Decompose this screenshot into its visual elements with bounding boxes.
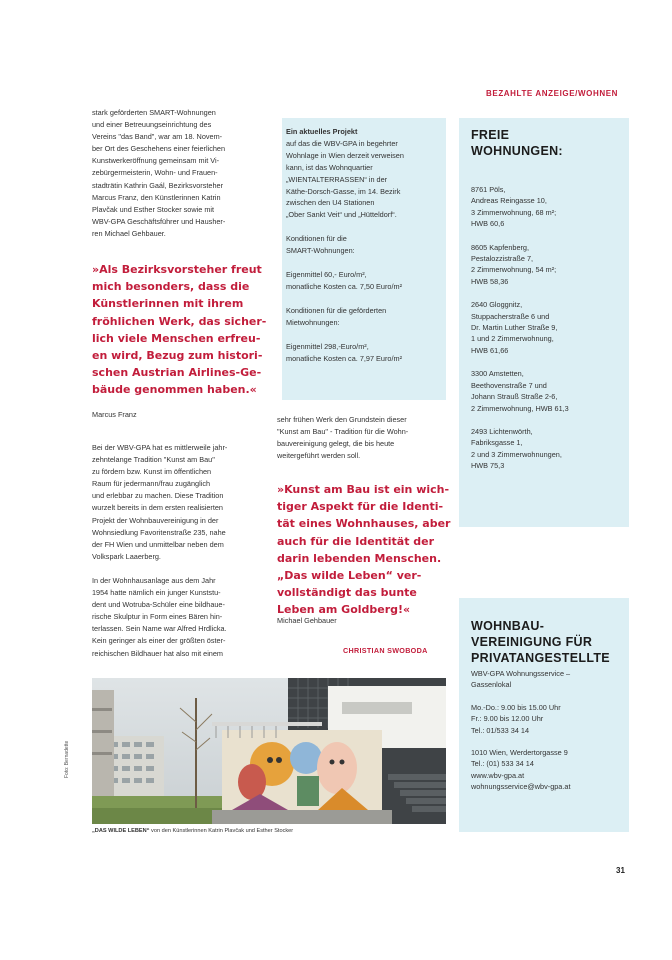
building-photo	[92, 678, 446, 824]
text-line: zehntelange Tradition "Kunst am Bau"	[92, 455, 215, 465]
apartment-entry	[471, 242, 627, 288]
apartment-line: Stuppacherstraße 6 und	[471, 311, 550, 321]
text-line: auf das die WBV-GPA in begehrter	[286, 138, 398, 148]
text-line: Bei der WBV-GPA hat es mittlerweile jahr-	[92, 443, 228, 452]
text-line: weitergeführt werden soll.	[277, 451, 361, 461]
text-line: Wohnlage in Wien derzeit verweisen	[286, 150, 404, 160]
text-line: Konditionen für die geförderten	[286, 305, 387, 315]
text-line: Mo.-Do.: 9.00 bis 15.00 Uhr	[471, 702, 561, 712]
text-line: stadträtin Kathrin Gaál, Bezirksvorsteher	[92, 180, 223, 190]
contact-address	[471, 747, 627, 793]
text-line: Fr.: 9.00 bis 12.00 Uhr	[471, 714, 544, 724]
quote-line: schen Austrian Airlines-Ge-	[92, 366, 262, 380]
quote-line: auch für die Identität der	[277, 534, 435, 548]
project-box-title: Ein aktuelles Projekt	[286, 127, 358, 136]
apartment-line: 2 und 3 Zimmerwohnungen,	[471, 449, 562, 459]
caption-text: von den Künstlerinnen Katrin Plavčak und Esther Stocker	[149, 828, 294, 834]
apartment-line: 1 und 2 Zimmerwohnung,	[471, 334, 554, 344]
text-line: www.wbv-gpa.at	[471, 770, 525, 780]
text-line: kann, ist das Wohnquartier	[286, 162, 373, 172]
text-line: ren Michael Gehbauer.	[92, 228, 166, 238]
title-line: VEREINIGUNG FÜR	[471, 635, 593, 649]
conditions-subsidized-heading	[286, 305, 444, 329]
quote-line: „Das wilde Leben“ ver-	[277, 569, 422, 583]
text-line: 1010 Wien, Werdertorgasse 9	[471, 748, 568, 758]
apartment-line: Andreas Reingasse 10,	[471, 196, 547, 206]
apartment-line: HWB 61,66	[471, 345, 509, 355]
apartment-line: 8761 Pöls,	[471, 185, 506, 194]
text-line: monatliche Kosten ca. 7,50 Euro/m²	[286, 281, 402, 291]
apartment-line: Beethovenstraße 7 und	[471, 380, 547, 390]
quote-line: fröhlichen Werk, das sicher-	[92, 314, 267, 328]
text-line: rische Skulptur in Form eines Bären hin-	[92, 612, 223, 622]
text-line: Kein geringer als einer der größten öster-	[92, 636, 226, 646]
text-line: Volkspark Laaerberg.	[92, 551, 161, 561]
conditions-smart-heading	[286, 233, 444, 257]
caption-title: „DAS WILDE LEBEN“	[92, 828, 150, 834]
text-line: "Kunst am Bau" - Tradition für die Wohn-	[277, 427, 409, 437]
apartment-entry	[471, 184, 627, 230]
apartment-entry	[471, 426, 627, 472]
paragraph-tradition	[92, 442, 262, 563]
apartment-line: 3300 Amstetten,	[471, 369, 524, 379]
text-line: Gassenlokal	[471, 680, 512, 690]
text-line: SMART-Wohnungen:	[286, 246, 355, 256]
text-line: bauvereinigung gelegt, die bis heute	[277, 439, 395, 449]
apartment-line: HWB 58,36	[471, 276, 509, 286]
text-line: In der Wohnhausanlage aus dem Jahr	[92, 576, 216, 585]
text-line: „Ober Sankt Veit“ und „Hütteldorf“.	[286, 210, 397, 220]
text-line: Projekt der Wohnbauvereinigung in der	[92, 515, 219, 525]
text-line: Kunstwerkeröffnung gemeinsam mit Vi-	[92, 156, 220, 166]
apartment-entry	[471, 368, 627, 414]
title-line: FREIE	[471, 128, 510, 142]
text-line: ber Ort des Geschehens einer feierlichen	[92, 144, 226, 154]
apartment-line: Fabriksgasse 1,	[471, 438, 523, 448]
intro-paragraph	[92, 107, 262, 240]
text-line: Marcus Franz, den Künstlerinnen Katrin	[92, 192, 221, 202]
photo-caption	[92, 828, 293, 834]
apartment-line: 2640 Gloggnitz,	[471, 300, 523, 310]
wbv-gpa-contact-box	[459, 598, 629, 832]
apartment-line: 2493 Lichtenwörth,	[471, 426, 533, 436]
text-line: zu fördern bzw. Kunst im öffentlichen	[92, 467, 212, 477]
free-apartments-box	[459, 118, 629, 527]
text-line: wurzelt bereits in dem ersten realisierten	[92, 503, 223, 513]
service-office	[471, 668, 627, 691]
text-line: „WIENTALTERRASSEN“ in der	[286, 174, 388, 184]
text-line: 1954 hatte nämlich ein junger Kunststu-	[92, 588, 221, 598]
apartment-line: HWB 60,6	[471, 219, 505, 229]
project-description	[286, 138, 444, 221]
page-number: 31	[616, 866, 625, 875]
text-line: zebürgermeisterin, Wohn- und Frauen-	[92, 168, 218, 178]
text-line: und erlebbar zu machen. Diese Tradition	[92, 491, 224, 501]
text-line: stark geförderten SMART-Wohnungen	[92, 108, 216, 117]
text-line: Tel.: (01) 533 34 14	[471, 759, 534, 769]
title-line: WOHNBAU-	[471, 619, 545, 633]
pull-quote-franz	[92, 261, 272, 399]
quote-line: »Kunst am Bau ist ein wich-	[277, 483, 450, 496]
text-line: der FH Wien und unmittelbar neben dem	[92, 539, 224, 549]
title-line: WOHNUNGEN:	[471, 144, 563, 158]
text-line: Tel.: 01/533 34 14	[471, 725, 530, 735]
quote-attribution-franz: Marcus Franz	[92, 410, 137, 419]
text-line: Eigenmittel 298,-Euro/m²,	[286, 341, 369, 351]
quote-line: mich besonders, dass die	[92, 280, 250, 294]
quote-line: bäude genommen haben.«	[92, 383, 257, 397]
text-line: sehr frühen Werk den Grundstein dieser	[277, 415, 407, 424]
text-line: reichischen Bildhauer hat also mit einem	[92, 648, 224, 658]
apartment-entry	[471, 299, 627, 356]
apartment-line: 8605 Kapfenberg,	[471, 242, 530, 252]
quote-line: lich viele Menschen erfreu-	[92, 331, 261, 345]
text-line: WBV-GPA Geschäftsführer und Hausher-	[92, 216, 226, 226]
conditions-subsidized-values	[286, 341, 444, 365]
apartment-list	[471, 184, 627, 484]
text-line: WBV-GPA Wohnungsservice –	[471, 669, 571, 678]
quote-line: vollständigt das bunte	[277, 586, 417, 600]
quote-line: Künstlerinnen mit ihrem	[92, 297, 244, 311]
text-line: Raum für jedermann/frau zugänglich	[92, 479, 211, 489]
wbv-gpa-title	[471, 618, 610, 666]
quote-line: »Als Bezirksvorsteher freut	[92, 263, 262, 276]
quote-line: tiger Aspekt für die Identi-	[277, 500, 444, 514]
title-line: PRIVATANGESTELLTE	[471, 651, 610, 665]
photo-credit: Foto: Bernadette	[64, 740, 70, 778]
quote-line: Leben am Goldberg!«	[277, 603, 411, 617]
apartment-line: Dr. Martin Luther Straße 9,	[471, 323, 558, 333]
apartment-line: 3 Zimmerwohnung, 68 m²;	[471, 207, 557, 217]
paragraph-hrdlicka	[92, 575, 262, 660]
text-line: Käthe-Dorsch-Gasse, im 14. Bezirk	[286, 186, 401, 196]
text-line: monatliche Kosten ca. 7,97 Euro/m²	[286, 353, 402, 363]
apartment-line: 2 Zimmerwohnung, HWB 61,3	[471, 403, 569, 413]
quote-line: tät eines Wohnhauses, aber	[277, 517, 451, 531]
apartment-line: Johann Strauß Straße 2-6,	[471, 392, 558, 402]
text-line: zwischen den U4 Stationen	[286, 198, 375, 208]
text-line: Plavčak und Esther Stocker sowie mit	[92, 204, 215, 214]
text-line: dent und Wotruba-Schüler eine bildhaue-	[92, 600, 225, 610]
pull-quote-gehbauer	[277, 481, 457, 619]
mural-building-illustration	[92, 678, 446, 824]
text-line: Wohnsiedlung Favoritenstraße 235, nahe	[92, 527, 226, 537]
text-line: Eigenmittel 60,- Euro/m²,	[286, 270, 367, 280]
section-tag: BEZAHLTE ANZEIGE/WOHNEN	[486, 89, 619, 98]
opening-hours	[471, 702, 627, 736]
author-byline: CHRISTIAN SWOBODA	[343, 646, 428, 655]
quote-line: en wird, Bezug zum histori-	[92, 349, 263, 363]
text-line: wohnungsservice@wbv-gpa.at	[471, 782, 571, 792]
apartment-line: HWB 75,3	[471, 461, 505, 471]
quote-line: darin lebenden Menschen.	[277, 551, 442, 565]
quote-attribution-gehbauer: Michael Gehbauer	[277, 616, 337, 625]
text-line: Mietwohnungen:	[286, 317, 340, 327]
text-line: und einer Betreuungseinrichtung des	[92, 120, 212, 130]
free-apartments-title	[471, 127, 563, 159]
apartment-line: Pestalozzistraße 7,	[471, 254, 534, 264]
paragraph-continuation	[277, 414, 447, 462]
conditions-smart-values	[286, 269, 444, 293]
apartment-line: 2 Zimmerwohnung, 54 m²;	[471, 265, 557, 275]
text-line: Konditionen für die	[286, 234, 347, 244]
project-info-box	[282, 118, 446, 400]
text-line: Vereins "das Band", war am 18. Novem-	[92, 132, 223, 142]
text-line: terlassen. Sein Name war Alfred Hrdlicka.	[92, 624, 227, 634]
